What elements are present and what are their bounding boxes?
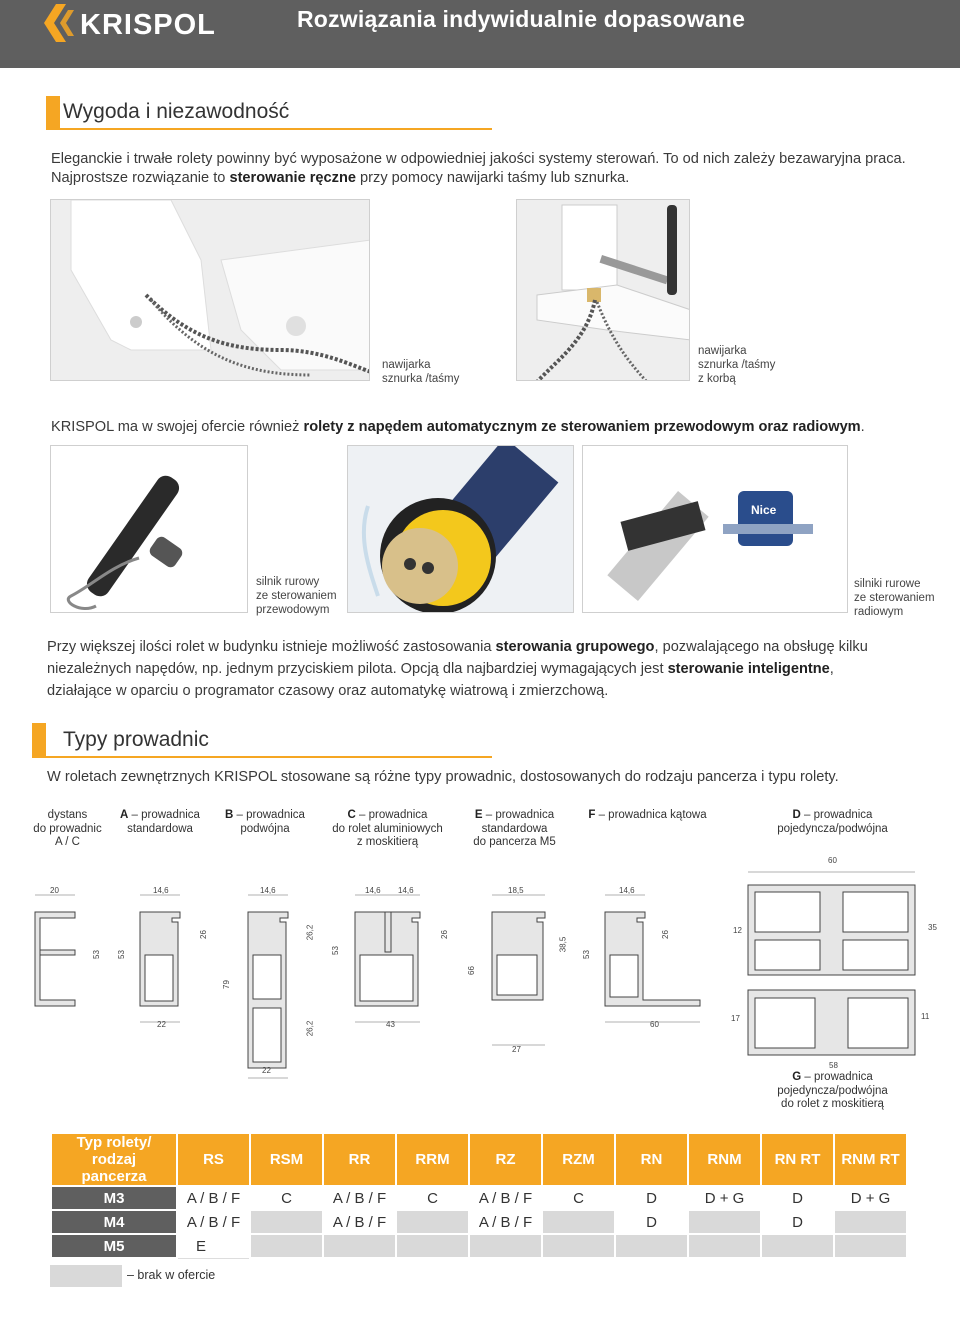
caption-line: przewodowym <box>256 604 330 616</box>
column-header: RS <box>177 1133 250 1186</box>
profile-label-a <box>110 809 210 836</box>
dim-label: 53 <box>581 950 591 959</box>
table-cell: C <box>396 1186 469 1210</box>
profile-label-d <box>760 809 905 836</box>
column-header: RRM <box>396 1133 469 1186</box>
text: Przy większej ilości rolet w budynku istnieje możliwość zastosowania <box>47 639 496 655</box>
table-cell-empty <box>761 1234 834 1258</box>
dim-label: 58 <box>829 1061 838 1070</box>
dim-label: 12 <box>733 926 742 935</box>
label-letter: E <box>474 809 483 821</box>
corner-line: Typ rolety/ <box>76 1134 152 1151</box>
table-cell: A / B / F <box>323 1186 396 1210</box>
dim-label: 53 <box>91 950 101 959</box>
text: , pozwalającego na obsługę kilku <box>654 639 868 655</box>
group-line-3: działające w oparciu o programator czasowy oraz automatykę wiatrową i zmierzchową. <box>47 683 609 699</box>
logo-text: KRISPOL <box>80 9 216 41</box>
profile-label-g <box>760 1071 905 1112</box>
column-header: RZ <box>469 1133 542 1186</box>
guide-profiles-drawing <box>0 850 960 1080</box>
caption-line: nawijarka <box>382 359 431 371</box>
table-cell: C <box>542 1186 615 1210</box>
automation-text-post: . <box>860 419 865 435</box>
profile-label-e <box>462 809 567 850</box>
caption-photo-5 <box>854 577 935 619</box>
table-cell: A / B / F <box>177 1210 250 1234</box>
table-cell-empty <box>323 1234 396 1258</box>
text-bold: sterowania grupowego <box>495 639 655 655</box>
table-cell: D <box>761 1210 834 1234</box>
table-cell-empty <box>396 1234 469 1258</box>
photo-crank-winder <box>516 199 690 381</box>
table-cell: A / B / F <box>469 1186 542 1210</box>
roller-type-table <box>50 1132 908 1259</box>
group-control-paragraph <box>47 636 868 702</box>
automation-text-pre: KRISPOL ma w swojej ofercie również <box>51 419 304 435</box>
label-line: standardowa <box>481 822 548 835</box>
table-cell-empty <box>469 1234 542 1258</box>
dim-label: 26,2 <box>305 1020 315 1037</box>
caption-line: z korbą <box>698 373 736 385</box>
profile-label-c <box>325 809 450 850</box>
dim-label: 11 <box>921 1012 930 1021</box>
label-line: do rolet z moskitierą <box>781 1098 884 1110</box>
dim-label: 14,6 <box>619 886 635 895</box>
label-line: do rolet aluminiowych <box>332 822 443 835</box>
caption-line: sznurka /taśmy <box>698 359 776 371</box>
caption-line: silniki rurowe <box>854 578 921 590</box>
table-cell-empty <box>396 1210 469 1234</box>
table-cell-empty <box>688 1234 761 1258</box>
section-marker <box>32 723 46 757</box>
label-line: dystans <box>47 809 88 821</box>
label-line: pojedyncza/podwójna <box>777 1084 888 1097</box>
label-letter: A <box>120 809 129 821</box>
label-line: – prowadnica <box>801 1071 873 1083</box>
intro-text-bold: sterowanie ręczne <box>229 170 356 186</box>
row-header: M4 <box>51 1210 177 1234</box>
intro-text-post: przy pomocy nawijarki taśmy lub sznurka. <box>356 170 630 186</box>
label-letter: G <box>792 1071 802 1083</box>
table-cell-empty <box>250 1210 323 1234</box>
text: niezależnych napędów, np. jednym przyciskiem pilota. Opcją dla najbardziej wymagających jest <box>47 661 668 677</box>
intro-text: Eleganckie i trwałe rolety powinny być wyposażone w odpowiedniej jakości systemy sterowań. To od nich zależy bezawaryjna praca. <box>51 151 906 167</box>
automation-paragraph <box>51 418 865 437</box>
photo-wired-motor <box>50 445 248 613</box>
legend-swatch <box>50 1265 122 1287</box>
caption-line: ze sterowaniem <box>256 590 337 602</box>
dim-label: 35 <box>928 923 937 932</box>
caption-line: ze sterowaniem <box>854 592 935 604</box>
caption-line: silnik rurowy <box>256 576 320 588</box>
dim-label: 43 <box>386 1020 395 1029</box>
table-cell: D + G <box>834 1186 907 1210</box>
column-header: RR <box>323 1133 396 1186</box>
dim-label: 22 <box>262 1066 271 1075</box>
table-cell-empty <box>834 1234 907 1258</box>
label-line: – prowadnica <box>800 809 873 821</box>
table-cell-empty <box>615 1234 688 1258</box>
dim-label: 26 <box>439 930 449 939</box>
dim-label: 18,5 <box>508 886 524 895</box>
automation-text-bold: rolety z napędem automatycznym ze sterowaniem przewodowym oraz radiowym <box>303 419 861 435</box>
dim-label: 66 <box>466 966 476 975</box>
column-header: RNM <box>688 1133 761 1186</box>
column-header: RN RT <box>761 1133 834 1186</box>
label-letter: F <box>588 809 596 821</box>
table-row <box>51 1234 907 1258</box>
section-title-prowadnice: Typy prowadnic <box>63 728 209 751</box>
section-underline <box>32 756 492 758</box>
table-cell: A / B / F <box>469 1210 542 1234</box>
label-letter: B <box>225 809 234 821</box>
photo-manual-winder <box>50 199 370 381</box>
table-cell: D <box>615 1210 688 1234</box>
header-title: Rozwiązania indywidualnie dopasowane <box>297 6 746 32</box>
label-line: – prowadnica <box>128 809 200 821</box>
page-header <box>0 0 960 68</box>
row-header: M3 <box>51 1186 177 1210</box>
row-header: M5 <box>51 1234 177 1258</box>
label-letter: C <box>347 809 356 821</box>
group-line-1 <box>47 636 868 658</box>
table-cell: E <box>177 1234 250 1258</box>
dim-label: 22 <box>157 1020 166 1029</box>
dim-label: 26 <box>660 930 670 939</box>
label-line: – prowadnica kątowa <box>595 809 707 821</box>
nice-label: Nice <box>751 503 777 517</box>
intro-line-2 <box>51 169 629 188</box>
profile-label-spacer <box>20 809 115 850</box>
column-header: RSM <box>250 1133 323 1186</box>
table-cell-empty <box>834 1210 907 1234</box>
table-cell-empty <box>542 1210 615 1234</box>
caption-photo-3 <box>256 575 337 617</box>
section-title-wygoda: Wygoda i niezawodność <box>63 100 290 123</box>
dim-label: 79 <box>221 980 231 989</box>
dim-label: 53 <box>116 950 126 959</box>
label-line: do pancerza M5 <box>473 836 556 848</box>
table-corner-cell <box>51 1133 177 1186</box>
label-line: A / C <box>55 836 80 848</box>
dim-label: 26,2 <box>305 924 315 941</box>
label-line: podwójna <box>240 822 290 835</box>
dim-label: 60 <box>828 856 837 865</box>
profile-label-b <box>215 809 315 836</box>
table-row <box>51 1186 907 1210</box>
caption-line: sznurka /taśmy <box>382 373 460 385</box>
caption-line: nawijarka <box>698 345 747 357</box>
krispol-logo <box>42 2 262 44</box>
legend-text: – brak w ofercie <box>127 1268 216 1282</box>
label-line: z moskitierą <box>356 836 419 848</box>
column-header: RNM RT <box>834 1133 907 1186</box>
table-cell: D + G <box>688 1186 761 1210</box>
table-cell-empty <box>250 1234 323 1258</box>
label-line: – prowadnica <box>482 809 555 821</box>
text-bold: sterowanie inteligentne <box>667 661 830 677</box>
dim-label: 27 <box>512 1045 521 1054</box>
intro-text-pre: Najprostsze rozwiązanie to <box>51 170 230 186</box>
table-cell: A / B / F <box>323 1210 396 1234</box>
dim-label: 14,6 <box>365 886 381 895</box>
table-cell-empty <box>688 1210 761 1234</box>
label-line: pojedyncza/podwójna <box>777 822 888 835</box>
group-line-2 <box>47 658 868 680</box>
dim-label: 14,6 <box>398 886 414 895</box>
table-cell: A / B / F <box>177 1186 250 1210</box>
dim-label: 17 <box>731 1014 740 1023</box>
caption-photo-1 <box>382 358 459 386</box>
table-cell: C <box>250 1186 323 1210</box>
label-letter: D <box>792 809 801 821</box>
table-cell: D <box>761 1186 834 1210</box>
caption-line: radiowym <box>854 606 904 618</box>
section-marker <box>46 96 60 130</box>
column-header: RN <box>615 1133 688 1186</box>
dim-label: 14,6 <box>153 886 169 895</box>
dim-label: 20 <box>50 886 59 895</box>
dim-label: 14,6 <box>260 886 276 895</box>
caption-photo-2 <box>698 344 775 386</box>
dim-label: 38,5 <box>558 936 568 953</box>
photo-radio-motor <box>582 445 848 613</box>
corner-line: rodzaj pancerza <box>81 1151 147 1185</box>
table-row <box>51 1210 907 1234</box>
table-header-row <box>51 1133 907 1186</box>
intro-line-1 <box>51 150 906 169</box>
section-underline <box>46 128 492 130</box>
dim-label: 60 <box>650 1020 659 1029</box>
column-header: RZM <box>542 1133 615 1186</box>
label-line: standardowa <box>127 822 193 835</box>
table-cell: D <box>615 1186 688 1210</box>
guides-intro: W roletach zewnętrznych KRISPOL stosowane są różne typy prowadnic, dostosowanych do rodzaju pancerza i typu rolety. <box>47 769 839 785</box>
profile-label-f <box>580 809 715 823</box>
label-line: do prowadnic <box>33 822 102 835</box>
text: , <box>829 661 834 677</box>
dim-label: 53 <box>330 946 340 955</box>
label-line: – prowadnica <box>233 809 305 821</box>
dim-label: 26 <box>198 930 208 939</box>
photo-motor-adapter <box>347 445 574 613</box>
label-line: – prowadnica <box>355 809 428 821</box>
table-cell-empty <box>542 1234 615 1258</box>
